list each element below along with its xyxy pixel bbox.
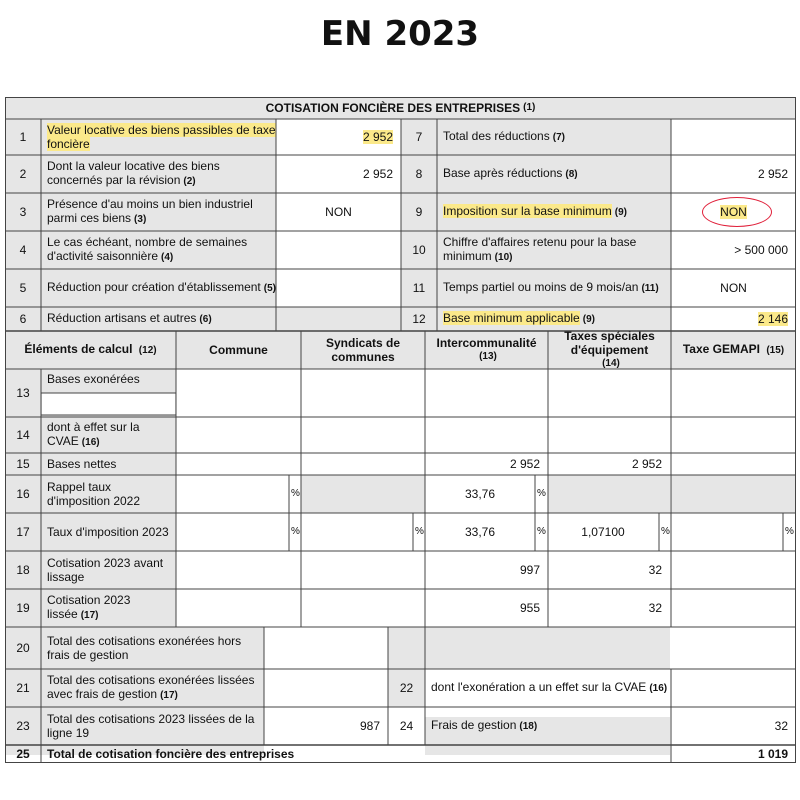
col-taxes-label: Taxes spéciales d'équipement <box>564 329 655 357</box>
row-12-value-text: 2 146 <box>757 312 788 326</box>
form-header-ref: (1) <box>523 102 536 113</box>
cfe-form <box>5 97 796 763</box>
pct-17-commune: % <box>291 526 300 537</box>
form-grid-lines <box>5 97 796 763</box>
row-22-num: 22 <box>399 681 414 695</box>
row-6-label: Réduction artisans et autres <box>47 311 197 325</box>
row-24-value: 32 <box>774 719 788 733</box>
row-1-label: Valeur locative des biens passibles de taxe foncière <box>47 123 276 151</box>
row-5-num: 5 <box>19 281 27 295</box>
row-4-label: Le cas échéant, nombre de semaines d'activité saisonnière <box>47 235 248 263</box>
col-gemapi-ref: (15) <box>766 345 785 356</box>
row-16-num: 16 <box>16 487 30 501</box>
row-20-num: 20 <box>16 641 30 655</box>
row-15-taxes: 2 952 <box>631 457 662 471</box>
row-15-interco: 2 952 <box>509 457 540 471</box>
row-11-value-text: NON <box>720 281 747 295</box>
row-24-ref: (18) <box>519 721 538 732</box>
col-taxes-ref: (14) <box>602 358 620 369</box>
row-5-label: Réduction pour création d'établissement <box>47 280 261 294</box>
row-9-num: 9 <box>415 205 423 219</box>
row-5-ref: (5) <box>263 283 276 294</box>
col-syndicats-label: Syndicats de communes <box>325 336 401 364</box>
row-10-ref: (10) <box>494 252 513 263</box>
form-header-title: COTISATION FONCIÈRE DES ENTREPRISES <box>265 101 521 115</box>
row-12-ref: (9) <box>582 314 595 325</box>
row-8-num: 8 <box>415 167 423 181</box>
col-commune-label: Commune <box>209 343 268 357</box>
pct-16-interco: % <box>537 488 546 499</box>
pct-17-gemapi: % <box>785 526 794 537</box>
row-21-num: 21 <box>16 681 30 695</box>
row-25-label: Total de cotisation foncière des entreprises <box>47 747 295 761</box>
row-7-ref: (7) <box>552 132 565 143</box>
row-1-value-text: 2 952 <box>362 130 393 144</box>
row-17-taxes: 1,07100 <box>581 525 625 539</box>
row-22-label: dont l'exonération a un effet sur la CVAE <box>431 680 647 694</box>
row-19-interco: 955 <box>519 601 540 615</box>
row-10-value-text: > 500 000 <box>734 243 788 257</box>
row-11-label: Temps partiel ou moins de 9 mois/an <box>443 280 639 294</box>
row-9-ref: (9) <box>614 207 627 218</box>
col-intercommunalite-ref: (13) <box>479 351 497 362</box>
row-25-num: 25 <box>16 747 30 761</box>
pct-16-commune: % <box>291 488 300 499</box>
pct-17-interco: % <box>537 526 546 537</box>
pct-17-taxes: % <box>661 526 670 537</box>
row-15-label: Bases nettes <box>47 457 117 471</box>
row-3-ref: (3) <box>134 214 147 225</box>
col-intercommunalite-label: Intercommunalité <box>436 336 537 350</box>
row-11-num: 11 <box>412 281 426 295</box>
row-3-label: Présence d'au moins un bien industriel parmi ces biens <box>47 197 253 225</box>
row-13-label: Bases exonérées <box>47 372 140 386</box>
row-14-ref: (16) <box>81 437 100 448</box>
row-21-label: Total des cotisations exonérées lissées avec frais de gestion <box>47 673 255 701</box>
row-12-num: 12 <box>412 312 426 326</box>
row-13-num: 13 <box>16 386 30 400</box>
row-2-ref: (2) <box>183 176 196 187</box>
row-24-label: Frais de gestion <box>431 718 517 732</box>
row-18-num: 18 <box>16 563 30 577</box>
row-2-label: Dont la valeur locative des biens concernés par la révision <box>47 159 220 187</box>
row-16-label: Rappel taux d'imposition 2022 <box>47 480 141 508</box>
row-7-num: 7 <box>415 130 423 144</box>
row-12-label: Base minimum applicable <box>443 311 580 325</box>
row-6-ref: (6) <box>199 314 212 325</box>
page-title: EN 2023 <box>320 14 480 54</box>
row-14-num: 14 <box>16 428 30 442</box>
row-11-ref: (11) <box>641 283 659 294</box>
row-23-label: Total des cotisations 2023 lissées de la ligne 19 <box>47 712 255 740</box>
row-19-taxes: 32 <box>648 601 662 615</box>
row-17-label: Taux d'imposition 2023 <box>47 525 169 539</box>
row-8-ref: (8) <box>565 169 578 180</box>
row-8-value-text: 2 952 <box>757 167 788 181</box>
row-23-value: 987 <box>359 719 380 733</box>
row-25-value: 1 019 <box>757 747 788 761</box>
row-3-value-text: NON <box>325 205 352 219</box>
col-elements-ref: (12) <box>138 345 157 356</box>
row-4-num: 4 <box>19 243 27 257</box>
pct-17-syndicats: % <box>415 526 424 537</box>
row-9-value-text: NON <box>720 205 747 219</box>
row-3-num: 3 <box>19 205 27 219</box>
row-21-ref: (17) <box>160 690 178 701</box>
row-22-ref: (16) <box>649 683 668 694</box>
row-19-num: 19 <box>16 601 30 615</box>
row-18-label: Cotisation 2023 avant lissage <box>47 556 164 584</box>
row-24-num: 24 <box>399 719 414 733</box>
row-18-taxes: 32 <box>648 563 662 577</box>
row-19-label: Cotisation 2023 lissée <box>47 593 131 621</box>
row-1-num: 1 <box>19 130 27 144</box>
row-14-label: dont à effet sur la CVAE <box>47 420 140 448</box>
row-2-num: 2 <box>19 167 27 181</box>
col-gemapi-label: Taxe GEMAPI (15) <box>682 342 785 356</box>
row-17-interco: 33,76 <box>464 525 496 539</box>
row-23-num: 23 <box>16 719 30 733</box>
row-17-num: 17 <box>16 525 30 539</box>
row-10-num: 10 <box>412 243 426 257</box>
row-8-label: Base après réductions <box>443 166 563 180</box>
row-19-ref: (17) <box>80 610 99 621</box>
row-15-num: 15 <box>16 457 30 471</box>
row-7-label: Total des réductions <box>443 129 550 143</box>
row-6-num: 6 <box>19 312 27 326</box>
col-elements-label: Éléments de calcul (12) <box>24 342 157 356</box>
row-2-value-text: 2 952 <box>362 167 393 181</box>
row-18-interco: 997 <box>519 563 540 577</box>
row-10-label: Chiffre d'affaires retenu pour la base minimum <box>443 235 637 263</box>
row-9-label: Imposition sur la base minimum <box>443 204 612 218</box>
row-20-label: Total des cotisations exonérées hors frais de gestion <box>47 634 242 662</box>
row-4-ref: (4) <box>161 252 174 263</box>
row-16-interco: 33,76 <box>464 487 496 501</box>
